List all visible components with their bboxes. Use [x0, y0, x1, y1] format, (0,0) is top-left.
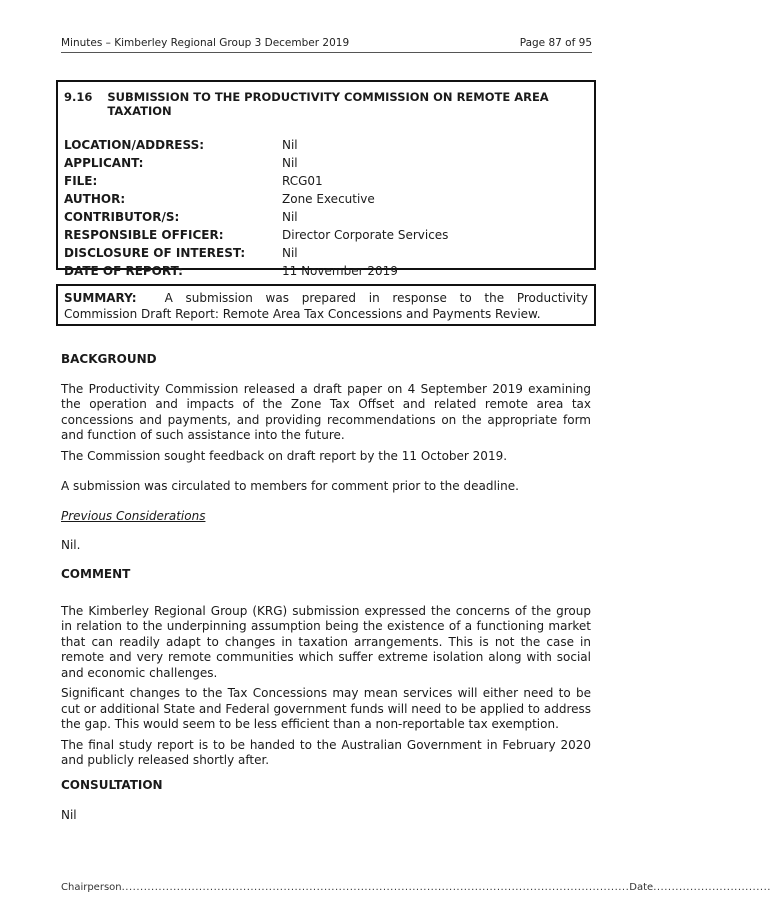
field-value: Nil — [282, 246, 298, 260]
field-row — [64, 208, 588, 226]
field-value: 11 November 2019 — [282, 264, 398, 278]
item-number: 9.16 — [64, 90, 93, 104]
field-value: Director Corporate Services — [282, 228, 449, 242]
header-title: Minutes – Kimberley Regional Group 3 December 2019 — [61, 37, 350, 49]
background-paragraph: The Productivity Commission released a draft paper on 4 September 2019 examining the operation and impacts of the Zone Tax Offset and related remote area tax concessions and payments, and providing recommendations on the appropriate form and function of such assistance into the future. — [61, 381, 591, 442]
field-value: Zone Executive — [282, 192, 375, 206]
comment-section — [61, 567, 591, 769]
previous-considerations-heading: Previous Considerations — [61, 508, 206, 523]
field-row — [64, 172, 588, 190]
field-label: DATE OF REPORT: — [64, 264, 183, 278]
comment-paragraph: The Kimberley Regional Group (KRG) submission expressed the concerns of the group in relation to the underpinning assumption being the existence of a functioning market that can readily adapt to changes in taxation arrangements. This is not the case in remote and very remote communities which suffer extreme isolation along with social and economic challenges. — [61, 603, 591, 680]
item-title — [64, 90, 588, 118]
field-label: AUTHOR: — [64, 192, 126, 206]
signature-footer — [61, 882, 771, 893]
comment-heading: COMMENT — [61, 567, 131, 581]
comment-paragraph: Significant changes to the Tax Concessions may mean services will either need to be cut or additional State and Federal government funds will need to be applied to address the gap. This would seem to be less efficient than a non-reportable tax exemption. — [61, 686, 591, 731]
previous-considerations-text: Nil. — [61, 538, 81, 552]
chairperson-label: Chairperson — [61, 882, 122, 893]
chairperson-signature-line: .......................................................................................................................................... — [121, 882, 630, 893]
field-row — [64, 136, 588, 154]
field-value: Nil — [282, 138, 298, 152]
background-section — [61, 352, 591, 554]
field-value: Nil — [282, 156, 298, 170]
field-row — [64, 226, 588, 244]
background-heading: BACKGROUND — [61, 352, 157, 366]
field-row — [64, 244, 588, 262]
field-label: LOCATION/ADDRESS: — [64, 138, 205, 152]
summary-box — [56, 284, 596, 326]
summary-label: SUMMARY: — [64, 291, 137, 305]
field-row — [64, 154, 588, 172]
background-paragraph: A submission was circulated to members for comment prior to the deadline. — [61, 479, 519, 493]
field-label: APPLICANT: — [64, 156, 144, 170]
consultation-section — [61, 778, 591, 823]
field-row — [64, 262, 588, 280]
item-details-box — [56, 80, 596, 278]
field-value: Nil — [282, 210, 298, 224]
field-label: RESPONSIBLE OFFICER: — [64, 228, 224, 242]
field-label: CONTRIBUTOR/S: — [64, 210, 180, 224]
background-paragraph: The Commission sought feedback on draft report by the 11 October 2019. — [61, 448, 508, 463]
page-header — [61, 37, 592, 53]
item-fields — [64, 136, 588, 280]
field-label: FILE: — [64, 174, 98, 188]
item-title-text: SUBMISSION TO THE PRODUCTIVITY COMMISSION ON REMOTE AREA TAXATION — [107, 90, 549, 118]
field-row — [64, 190, 588, 208]
summary-text: A submission was prepared in response to the Productivity Commission Draft Report: Remote Area Tax Concessions and Payments Review. — [64, 291, 588, 321]
consultation-heading: CONSULTATION — [61, 778, 163, 792]
field-label: DISCLOSURE OF INTEREST: — [64, 246, 246, 260]
field-value: RCG01 — [282, 174, 323, 188]
consultation-text: Nil — [61, 807, 77, 822]
comment-paragraph: The final study report is to be handed to the Australian Government in February 2020 and publicly released shortly after. — [61, 737, 591, 767]
date-label: Date — [629, 882, 654, 893]
date-line: ................................ — [653, 882, 771, 893]
page-number: Page 87 of 95 — [519, 37, 592, 49]
